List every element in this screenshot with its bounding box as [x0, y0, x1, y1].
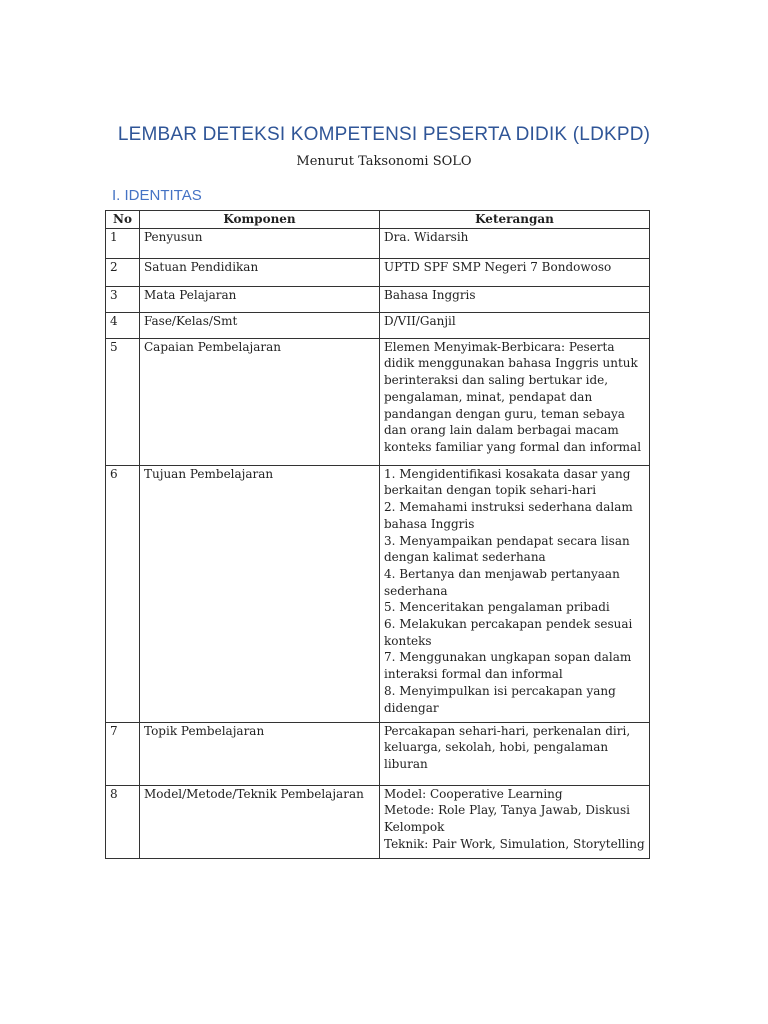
table-row — [106, 338, 650, 465]
document-subtitle: Menurut Taksonomi SOLO — [296, 154, 472, 169]
keterangan-line: 1. Mengidentifikasi kosakata dasar yang berkaitan dengan topik sehari-hari — [384, 466, 631, 498]
keterangan-line: Bahasa Inggris — [384, 287, 476, 302]
cell-keterangan — [380, 338, 650, 465]
table-header-row — [106, 211, 650, 229]
cell-no: 2 — [106, 258, 140, 286]
cell-no: 7 — [106, 722, 140, 785]
cell-komponen: Tujuan Pembelajaran — [140, 465, 380, 722]
keterangan-line: Metode: Role Play, Tanya Jawab, Diskusi Kelompok — [384, 803, 630, 835]
cell-komponen: Model/Metode/Teknik Pembelajaran — [140, 785, 380, 858]
table-row — [106, 312, 650, 338]
cell-keterangan — [380, 722, 650, 785]
keterangan-line: Dra. Widarsih — [384, 229, 469, 244]
cell-komponen: Mata Pelajaran — [140, 286, 380, 312]
cell-komponen: Penyusun — [140, 228, 380, 258]
cell-no: 6 — [106, 465, 140, 722]
table-row — [106, 785, 650, 858]
keterangan-line: Model: Cooperative Learning — [384, 786, 563, 801]
cell-komponen: Satuan Pendidikan — [140, 258, 380, 286]
keterangan-line: 3. Menyampaikan pendapat secara lisan dengan kalimat sederhana — [384, 533, 630, 565]
cell-komponen: Fase/Kelas/Smt — [140, 312, 380, 338]
cell-no: 4 — [106, 312, 140, 338]
keterangan-line: 6. Melakukan percakapan pendek sesuai konteks — [384, 617, 633, 648]
cell-keterangan — [380, 312, 650, 338]
keterangan-line: 5. Menceritakan pengalaman pribadi — [384, 600, 610, 615]
table-row — [106, 228, 650, 258]
header-keterangan: Keterangan — [380, 211, 650, 229]
header-komponen: Komponen — [140, 211, 380, 229]
document-title: LEMBAR DETEKSI KOMPETENSI PESERTA DIDIK (LDKPD) — [117, 124, 651, 145]
cell-keterangan — [380, 465, 650, 722]
cell-keterangan — [380, 785, 650, 858]
table-row — [106, 722, 650, 785]
keterangan-line: 7. Menggunakan ungkapan sopan dalam interaksi formal dan informal — [384, 650, 632, 682]
keterangan-line: 2. Memahami instruksi sederhana dalam bahasa Inggris — [384, 500, 633, 531]
cell-komponen: Topik Pembelajaran — [140, 722, 380, 785]
cell-keterangan — [380, 258, 650, 286]
header-no: No — [106, 211, 140, 229]
cell-keterangan — [380, 286, 650, 312]
table-row — [106, 286, 650, 312]
cell-komponen: Capaian Pembelajaran — [140, 338, 380, 465]
keterangan-line: UPTD SPF SMP Negeri 7 Bondowoso — [384, 259, 612, 274]
table-row — [106, 465, 650, 722]
identity-table — [105, 210, 650, 859]
keterangan-line: 4. Bertanya dan menjawab pertanyaan sederhana — [384, 566, 620, 598]
section-heading: I. IDENTITAS — [112, 187, 202, 204]
cell-no: 1 — [106, 228, 140, 258]
cell-no: 5 — [106, 338, 140, 465]
keterangan-line: Percakapan sehari-hari, perkenalan diri, keluarga, sekolah, hobi, pengalaman liburan — [384, 723, 631, 772]
cell-no: 8 — [106, 785, 140, 858]
table-row — [106, 258, 650, 286]
keterangan-line: Elemen Menyimak-Berbicara: Peserta didik menggunakan bahasa Inggris untuk berinteraksi dan saling bertukar ide, pengalaman, minat, pendapat dan pandangan dengan guru, teman sebaya dan orang lain dalam berbagai macam konteks familiar yang formal dan informal — [384, 339, 642, 454]
keterangan-line: 8. Menyimpulkan isi percakapan yang didengar — [384, 683, 616, 715]
cell-no: 3 — [106, 286, 140, 312]
keterangan-line: D/VII/Ganjil — [384, 313, 456, 328]
cell-keterangan — [380, 228, 650, 258]
keterangan-line: Teknik: Pair Work, Simulation, Storytelling — [384, 836, 645, 851]
